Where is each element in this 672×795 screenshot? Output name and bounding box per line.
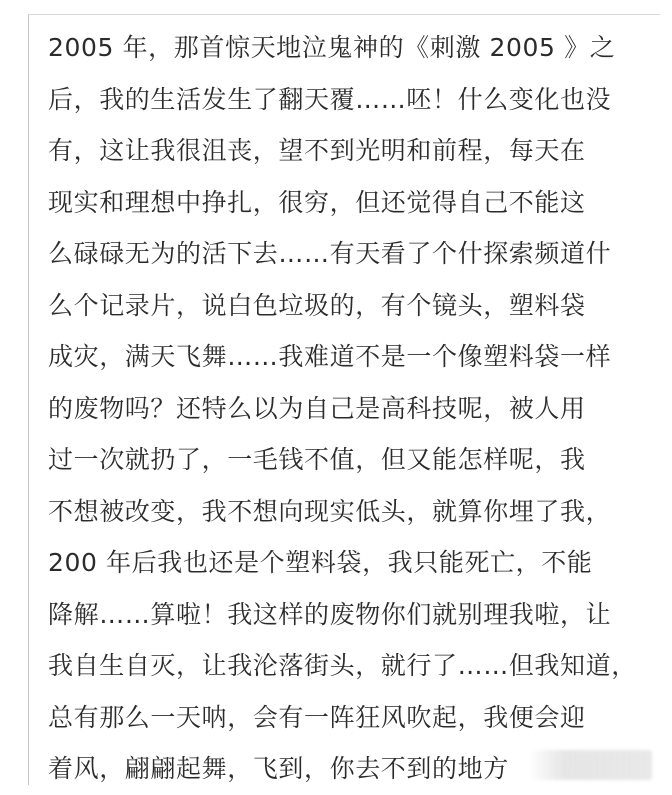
text-line: 2005 年，那首惊天地泣鬼神的《刺激 2005 》之 (48, 33, 616, 62)
text-line: 过一次就扔了，一毛钱不值，但又能怎样呢，我 (48, 445, 586, 474)
blurred-watermark (528, 750, 652, 780)
text-line: 现实和理想中挣扎，很穷，但还觉得自己不能这 (48, 187, 586, 217)
article-text (48, 22, 648, 795)
text-line: 总有那么一天呐，会有一阵狂风吹起，我便会迎 (48, 702, 586, 732)
text-line: 着风，翩翩起舞，飞到，你去不到的地方 (48, 754, 509, 783)
text-line: 有，这让我很沮丧，望不到光明和前程，每天在 (48, 136, 586, 165)
text-line: 么个记录片，说白色垃圾的，有个镜头，塑料袋 (48, 290, 586, 320)
text-line: 的废物吗？还特么以为自己是高科技呢，被人用 (48, 393, 586, 423)
text-line: 不想被改变，我不想向现实低头，就算你埋了我， (48, 496, 612, 526)
text-line: 后，我的生活发生了翻天覆……呸！什么变化也没 (48, 84, 612, 114)
text-line: 我自生自灭，让我沦落街头，就行了……但我知道， (48, 651, 637, 680)
text-line: 么碌碌无为的活下去……有天看了个什探索频道什 (48, 239, 612, 268)
text-line: 成灾，满天飞舞……我难道不是一个像塑料袋一样 (48, 342, 612, 371)
text-line: 降解……算啦！我这样的废物你们就别理我啦，让 (48, 599, 612, 629)
text-line: 200 年后我也还是个塑料袋，我只能死亡，不能 (48, 548, 593, 577)
